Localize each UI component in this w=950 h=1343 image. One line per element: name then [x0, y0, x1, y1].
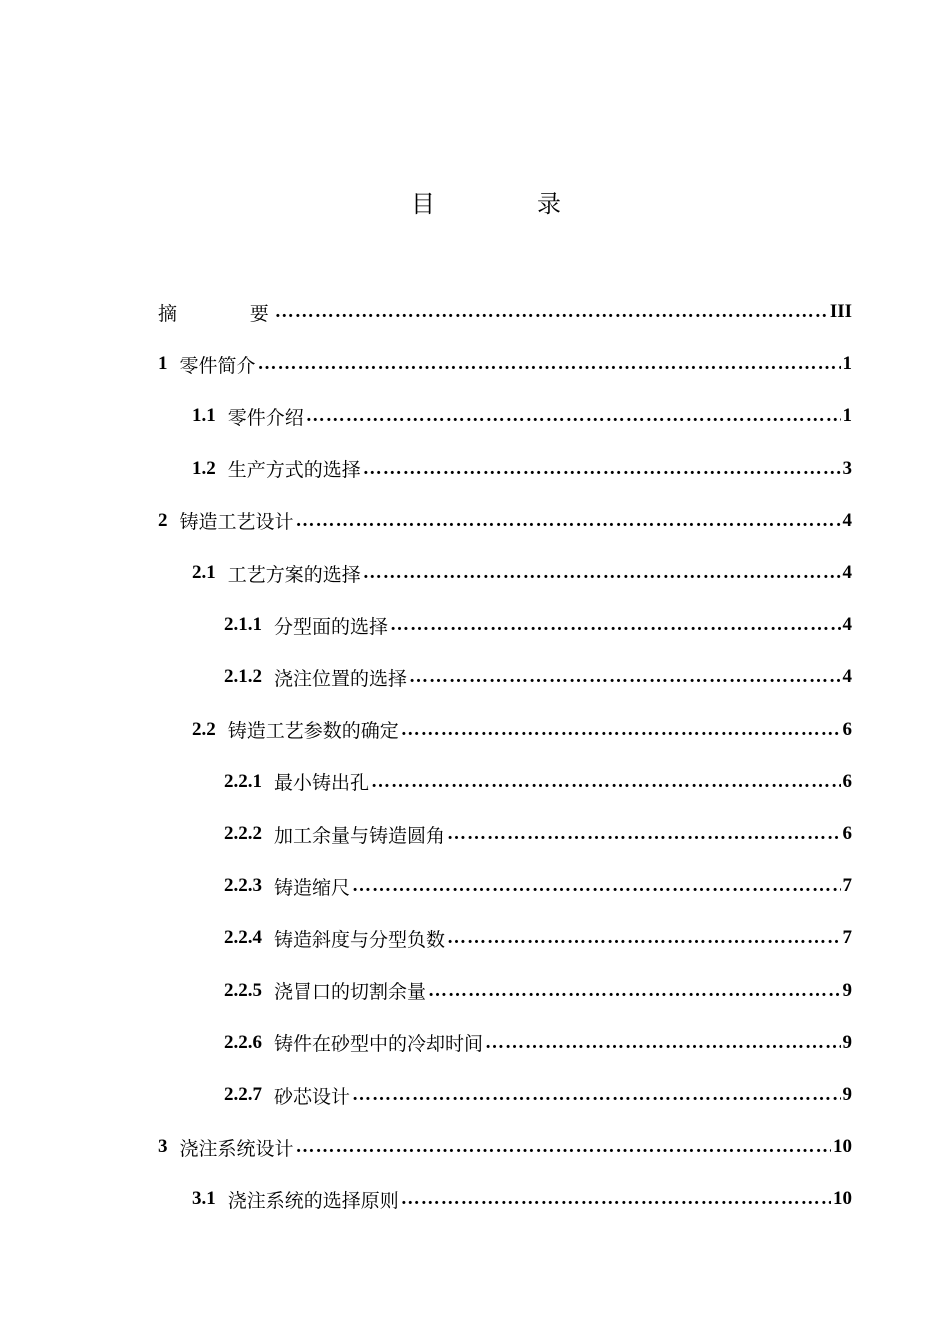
toc-entry-title: 零件介绍	[227, 407, 304, 429]
toc-entry-number: 3.1	[192, 1188, 216, 1210]
toc-entry-page: 7	[842, 875, 852, 897]
toc-entry[interactable]	[192, 1179, 852, 1219]
toc-entry-title: 铸造斜度与分型负数	[274, 929, 446, 951]
toc-entry-page: 6	[842, 770, 852, 792]
toc-dot-leader	[306, 405, 841, 427]
toc-entry-number: 2.1.2	[224, 666, 262, 688]
toc-entry-title: 摘 要	[158, 303, 303, 325]
toc-entry-title: 加工余量与铸造圆角	[274, 825, 446, 847]
page-title: 目 录	[411, 192, 609, 218]
toc-entry[interactable]	[192, 710, 852, 750]
toc-dot-leader	[428, 980, 840, 1002]
toc-dot-leader	[409, 666, 840, 688]
toc-entry[interactable]	[224, 971, 852, 1011]
toc-entry-title: 铸件在砂型中的冷却时间	[274, 1034, 484, 1056]
toc-entry[interactable]	[192, 396, 852, 436]
toc-dot-leader	[258, 353, 841, 375]
toc-entry-page: 6	[842, 823, 852, 844]
toc-dot-leader	[390, 614, 840, 636]
toc-entry[interactable]	[224, 657, 852, 697]
toc-entry[interactable]	[192, 449, 852, 489]
toc-entry-title: 铸造工艺设计	[179, 512, 294, 534]
toc-dot-leader	[352, 875, 840, 897]
toc-entry[interactable]	[224, 918, 852, 958]
toc-entry-number: 2.2.7	[224, 1084, 262, 1105]
toc-entry[interactable]	[224, 814, 852, 854]
toc-entry-page: III	[829, 301, 852, 322]
toc-entry-number: 2.2.3	[224, 875, 262, 897]
toc-entry[interactable]	[224, 1075, 852, 1115]
toc-entry-title: 铸造工艺参数的确定	[227, 721, 399, 743]
toc-entry[interactable]	[224, 762, 852, 802]
toc-entry-page: 7	[842, 927, 852, 949]
toc-entry[interactable]	[224, 866, 852, 906]
toc-entry-number: 1.1	[192, 405, 216, 427]
toc-entry-number: 2.2.6	[224, 1031, 262, 1053]
toc-dot-leader	[275, 301, 828, 323]
toc-entry-page: 3	[842, 457, 852, 479]
toc-entry-number: 2.2	[192, 718, 216, 740]
toc-entry-number: 2.2.1	[224, 770, 262, 792]
toc-entry[interactable]	[158, 344, 852, 384]
toc-entry-number: 2.2.4	[224, 927, 262, 949]
toc-entry-page: 4	[842, 562, 852, 583]
toc-dot-leader	[447, 927, 840, 949]
toc-entry-page: 1	[842, 405, 852, 427]
toc-entry-page: 10	[833, 1136, 852, 1158]
toc-entry[interactable]	[224, 1023, 852, 1063]
toc-entry-title: 铸造缩尺	[274, 877, 351, 899]
toc-entry-number: 2.2.5	[224, 979, 262, 1001]
toc-dot-leader	[401, 719, 841, 741]
toc-dot-leader	[485, 1032, 840, 1054]
toc-entry[interactable]	[158, 292, 852, 332]
toc-entry-page: 9	[842, 1031, 852, 1053]
toc-entry-page: 4	[842, 509, 852, 531]
toc-dot-leader	[296, 510, 841, 532]
toc-dot-leader	[371, 771, 840, 793]
toc-entry-title: 浇冒口的切割余量	[274, 982, 427, 1004]
toc-dot-leader	[363, 562, 841, 584]
toc-entry-title: 生产方式的选择	[227, 460, 361, 482]
toc-entry-title: 最小铸出孔	[274, 773, 370, 795]
toc-entry[interactable]	[158, 1127, 852, 1167]
toc-entry[interactable]	[158, 501, 852, 541]
toc-dot-leader	[352, 1084, 840, 1106]
toc-entry-title: 砂芯设计	[274, 1086, 351, 1108]
toc-entry-page: 1	[842, 353, 852, 375]
toc-entry-title: 工艺方案的选择	[227, 564, 361, 586]
toc-dot-leader	[401, 1188, 831, 1210]
toc-entry-number: 1	[158, 353, 168, 375]
toc-entry-number: 2.1.1	[224, 614, 262, 636]
toc-entry-number: 1.2	[192, 457, 216, 479]
toc-entry-title: 零件简介	[179, 355, 256, 377]
toc-entry-number: 2.2.2	[224, 823, 262, 844]
toc-dot-leader	[447, 823, 840, 845]
toc-entry-page: 4	[842, 614, 852, 636]
toc-entry[interactable]	[192, 553, 852, 593]
toc-entry-page: 9	[842, 1084, 852, 1105]
toc-entry-number: 2	[158, 509, 168, 531]
toc-entry-page: 10	[833, 1188, 852, 1210]
toc-dot-leader	[296, 1136, 831, 1158]
toc-entry-page: 4	[842, 666, 852, 688]
toc-entry-number: 3	[158, 1136, 168, 1158]
toc-entry-title: 浇注系统设计	[179, 1138, 294, 1160]
toc-entry[interactable]	[224, 605, 852, 645]
toc-entry-page: 9	[842, 979, 852, 1001]
toc-entry-title: 浇注系统的选择原则	[227, 1190, 399, 1212]
toc-entry-page: 6	[842, 718, 852, 740]
toc-entry-title: 浇注位置的选择	[274, 668, 408, 690]
toc-dot-leader	[363, 458, 841, 480]
toc-entry-title: 分型面的选择	[274, 616, 389, 638]
toc-entry-number: 2.1	[192, 562, 216, 583]
